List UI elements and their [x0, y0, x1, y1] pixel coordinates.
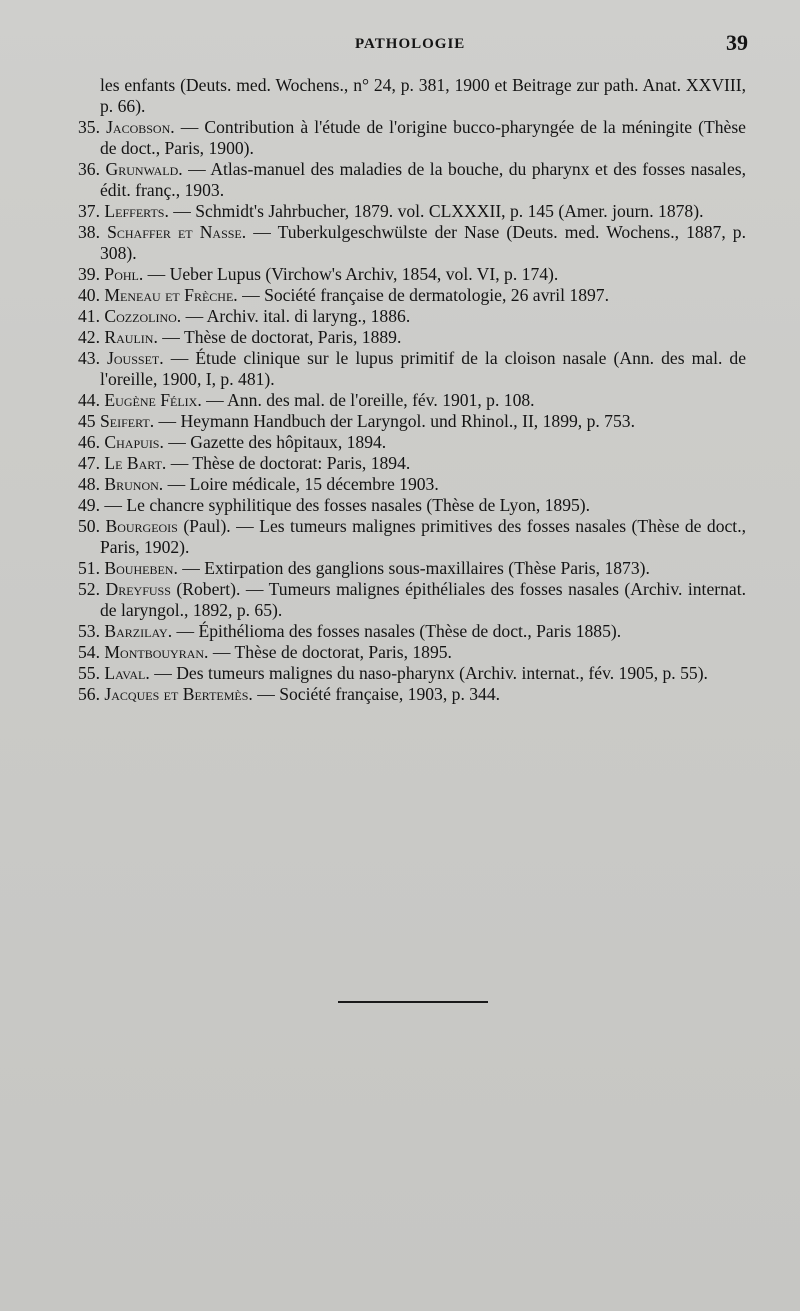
entry-text: — Gazette des hôpitaux, 1894.: [168, 432, 387, 452]
entry-author: Bouheben.: [104, 558, 178, 578]
show-through-texture: [70, 1040, 750, 1240]
entry-number: 38.: [78, 222, 100, 242]
list-item: [78, 474, 746, 495]
entry-text: — Thèse de doctorat: Paris, 1894.: [170, 453, 411, 473]
entry-text: — Extirpation des ganglions sous-maxillaires (Thèse Paris, 1873).: [182, 558, 650, 578]
entry-author: Cozzolino.: [104, 306, 182, 326]
entry-number: 39.: [78, 264, 100, 284]
entry-number: 37.: [78, 201, 100, 221]
entry-text: — Ann. des mal. de l'oreille, fév. 1901, p. 108.: [206, 390, 535, 410]
entry-text: — Contribution à l'étude de l'origine bucco-pharyngée de la méningite (Thèse de doct., Paris, 1900).: [100, 117, 746, 158]
entry-author: Grunwald.: [105, 159, 183, 179]
entry-number: 48.: [78, 474, 100, 494]
list-item: [78, 621, 746, 642]
entry-author: Chapuis.: [104, 432, 164, 452]
entry-text: — Société française de dermatologie, 26 avril 1897.: [242, 285, 609, 305]
entry-number: 43.: [78, 348, 100, 368]
entry-author: Montbouyran.: [104, 642, 209, 662]
entry-number: 46.: [78, 432, 100, 452]
entry-text: — Ueber Lupus (Virchow's Archiv, 1854, vol. VI, p. 174).: [147, 264, 559, 284]
list-item: [78, 390, 746, 411]
entry-number: 40.: [78, 285, 100, 305]
entry-text: (Robert). — Tumeurs malignes épithéliales des fosses nasales (Archiv. internat. de laryngol., 1892, p. 65).: [100, 579, 746, 620]
entry-number: 54.: [78, 642, 100, 662]
entry-text: — Thèse de doctorat, Paris, 1895.: [212, 642, 452, 662]
entry-text: — Tuberkulgeschwülste der Nase (Deuts. med. Wochens., 1887, p. 308).: [100, 222, 746, 263]
running-header: [0, 28, 800, 60]
list-item: [78, 327, 746, 348]
list-item: [78, 558, 746, 579]
entry-number: 53.: [78, 621, 100, 641]
entry-number: 51.: [78, 558, 100, 578]
list-item: [78, 432, 746, 453]
entry-author: Laval.: [104, 663, 150, 683]
entry-number: 41.: [78, 306, 100, 326]
entry-text: — Archiv. ital. di laryng., 1886.: [185, 306, 411, 326]
list-item: [78, 264, 746, 285]
list-item: [78, 516, 746, 558]
entry-text: (Paul). — Les tumeurs malignes primitives des fosses nasales (Thèse de doct., Paris, 1902).: [100, 516, 746, 557]
entry-number: 55.: [78, 663, 100, 683]
entry-text: — Atlas-manuel des maladies de la bouche, du pharynx et des fosses nasales, édit. franç., 1903.: [100, 159, 746, 200]
entry-number: 47.: [78, 453, 100, 473]
entry-number: 50.: [78, 516, 100, 536]
entry-author: Seifert.: [100, 411, 155, 431]
list-item: [78, 75, 746, 117]
list-item: [78, 285, 746, 306]
entry-author: Jacques et Bertemès.: [104, 684, 253, 704]
list-item: [78, 642, 746, 663]
page-number: 39: [726, 30, 748, 55]
list-item: [78, 495, 746, 516]
entry-author: Le Bart.: [104, 453, 167, 473]
entry-text: — Loire médicale, 15 décembre 1903.: [167, 474, 439, 494]
section-end-rule: [338, 1001, 488, 1003]
entry-author: Schaffer et Nasse.: [107, 222, 247, 242]
entry-text: — Thèse de doctorat, Paris, 1889.: [162, 327, 402, 347]
entry-text: — Schmidt's Jahrbucher, 1879. vol. CLXXXII, p. 145 (Amer. journ. 1878).: [173, 201, 704, 221]
list-item: [78, 306, 746, 327]
entry-author: Dreyfuss: [105, 579, 171, 599]
entry-text: les enfants (Deuts. med. Wochens., n° 24, p. 381, 1900 et Beitrage zur path. Anat. XXVIII, p. 66).: [100, 75, 746, 116]
entry-author: Barzilay.: [104, 621, 173, 641]
list-item: [78, 222, 746, 264]
entry-text: — Le chancre syphilitique des fosses nasales (Thèse de Lyon, 1895).: [104, 495, 591, 515]
entry-number: 49.: [78, 495, 100, 515]
running-head-title: PATHOLOGIE: [355, 36, 466, 52]
entry-number: 52.: [78, 579, 100, 599]
entry-text: — Épithélioma des fosses nasales (Thèse de doct., Paris 1885).: [176, 621, 622, 641]
bibliography-list: [78, 75, 746, 705]
entry-number: 44.: [78, 390, 100, 410]
list-item: [78, 201, 746, 222]
list-item: [78, 348, 746, 390]
list-item: [78, 663, 746, 684]
entry-author: Brunon.: [104, 474, 164, 494]
list-item: [78, 117, 746, 159]
entry-author: Meneau et Frèche.: [104, 285, 238, 305]
entry-author: Jousset.: [107, 348, 164, 368]
entry-number: 56.: [78, 684, 100, 704]
list-item: [78, 684, 746, 705]
entry-author: Raulin.: [104, 327, 158, 347]
entry-author: Jacobson.: [106, 117, 175, 137]
list-item: [78, 159, 746, 201]
entry-number: 45: [78, 411, 96, 431]
entry-text: — Société française, 1903, p. 344.: [257, 684, 501, 704]
list-item: [78, 579, 746, 621]
entry-number: 36.: [78, 159, 100, 179]
entry-text: — Des tumeurs malignes du naso-pharynx (Archiv. internat., fév. 1905, p. 55).: [154, 663, 708, 683]
entry-text: — Étude clinique sur le lupus primitif de la cloison nasale (Ann. des mal. de l'oreille, 1900, I, p. 481).: [100, 348, 746, 389]
list-item: [78, 453, 746, 474]
list-item: [78, 411, 746, 432]
entry-number: 35.: [78, 117, 100, 137]
entry-author: Bourgeois: [105, 516, 178, 536]
entry-author: Eugène Félix.: [104, 390, 202, 410]
entry-author: Lefferts.: [104, 201, 169, 221]
entry-author: Pohl.: [104, 264, 144, 284]
entry-text: — Heymann Handbuch der Laryngol. und Rhinol., II, 1899, p. 753.: [158, 411, 635, 431]
entry-number: 42.: [78, 327, 100, 347]
